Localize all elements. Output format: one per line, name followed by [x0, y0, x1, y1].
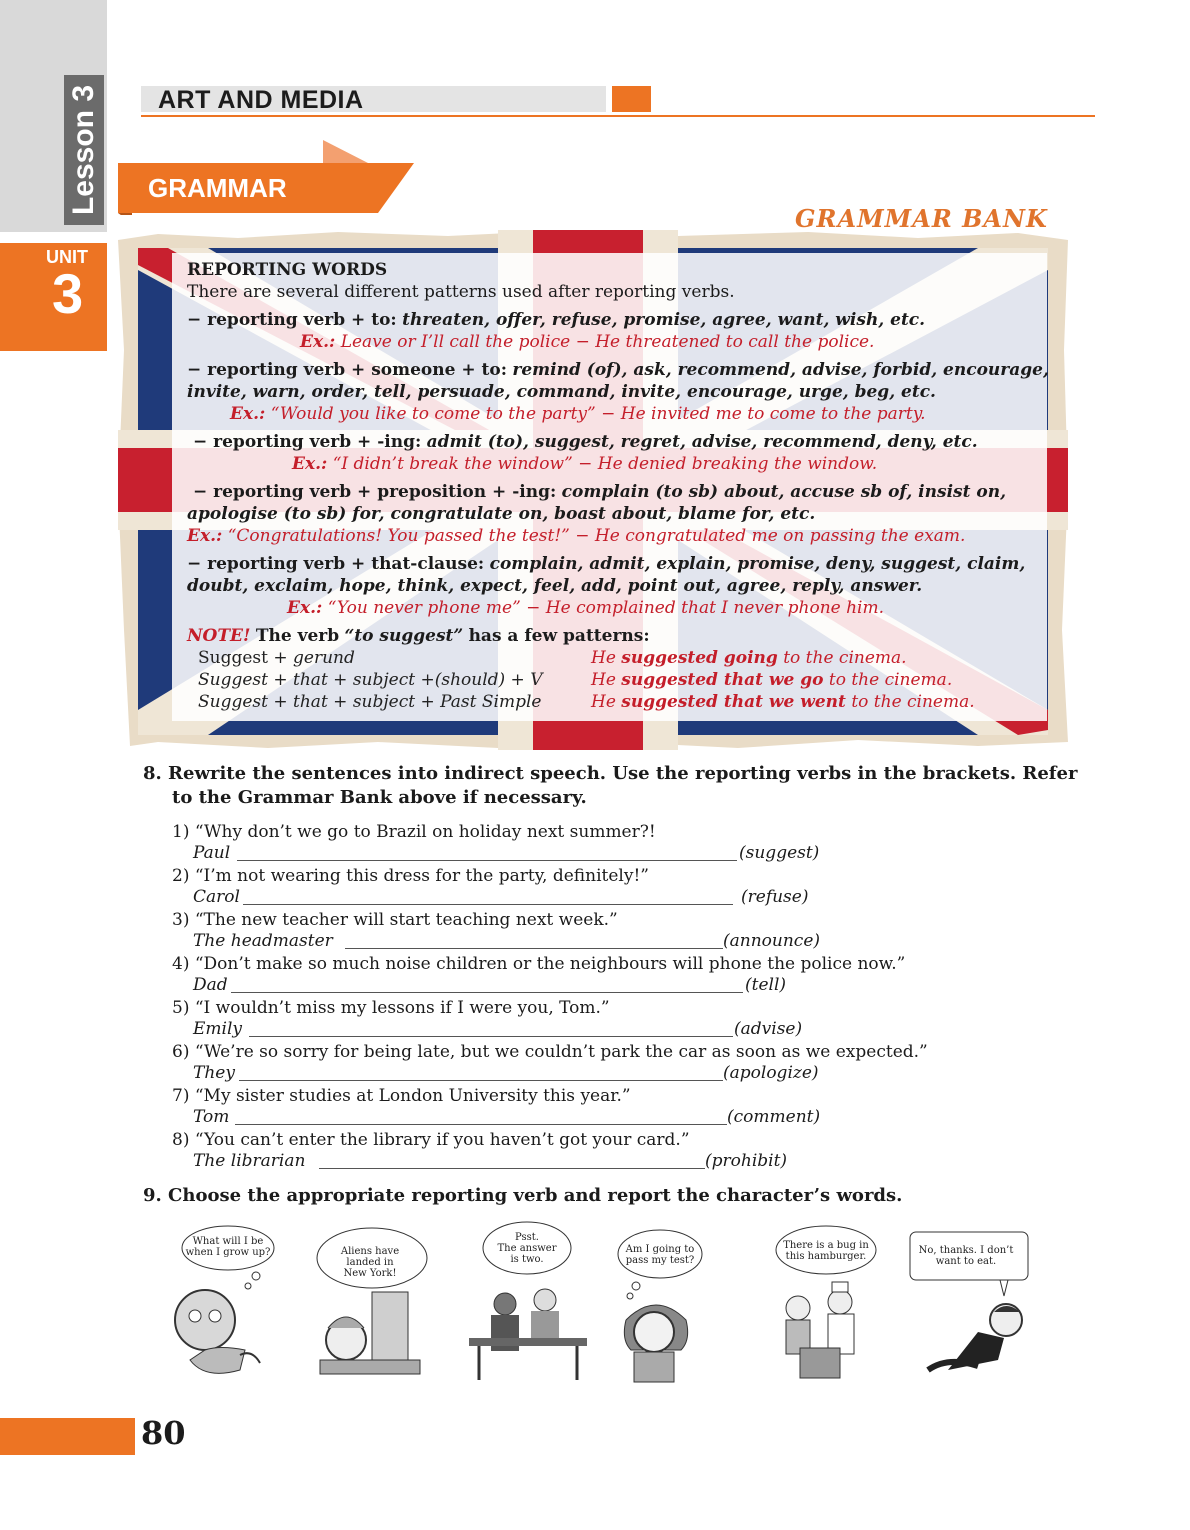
example-to: Ex.: Leave or I’ll call the police − He threatened to call the police.: [300, 332, 875, 352]
unit-word: UNIT: [46, 247, 88, 267]
cartoon-thinking-child-picture: [160, 1220, 285, 1390]
bubble-2-line-3: New York!: [343, 1268, 397, 1279]
exercise-8-answer-3[interactable]: The headmaster (announce): [193, 931, 821, 951]
bubble-1-line-1: What will I be: [192, 1236, 264, 1247]
exercise-8-answer-7[interactable]: Tom (comment): [193, 1107, 821, 1127]
bubble-1-line-2: when I grow up?: [185, 1247, 271, 1258]
cartoon-aliens-boy-picture: [312, 1220, 442, 1390]
grammar-heading: REPORTING WORDS: [187, 260, 388, 280]
grammar-intro: There are several different patterns used after reporting verbs.: [187, 282, 735, 302]
suggest-example-1: He suggested going to the cinema.: [591, 648, 907, 668]
exercise-8-answer-1[interactable]: Paul (suggest): [193, 843, 820, 863]
pattern-to: − reporting verb + to: threaten, offer, refuse, promise, agree, want, wish, etc.: [187, 310, 926, 330]
suggest-pattern-3: Suggest + that + subject + Past Simple: [198, 692, 542, 712]
unit-tab: [0, 243, 107, 351]
bubble-2-line-1: Aliens have: [340, 1246, 400, 1257]
example-someone-to: Ex.: “Would you like to come to the party” − He invited me to come to the party.: [230, 404, 926, 424]
header-accent-square: [612, 86, 651, 112]
exercise-8-answer-2[interactable]: Carol (refuse): [193, 887, 809, 907]
suggest-example-3: He suggested that we went to the cinema.: [591, 692, 975, 712]
page-title: ART AND MEDIA: [158, 86, 364, 114]
grammar-bank-title: GRAMMAR BANK: [795, 204, 1048, 233]
pattern-preposition-ing: − reporting verb + preposition + -ing: complain (to sb) about, accuse sb of, insist on,: [193, 482, 1006, 502]
exercise-9-title: 9. Choose the appropriate reporting verb and report the character’s words.: [143, 1185, 903, 1206]
exercise-8-quote-1: 1) “Why don’t we go to Brazil on holiday next summer?!: [172, 822, 656, 842]
exercise-8-quote-4: 4) “Don’t make so much noise children or the neighbours will phone the police now.”: [172, 954, 906, 974]
note-line: NOTE! The verb “to suggest” has a few patterns:: [187, 626, 650, 646]
bubble-4-line-1: Am I going to: [625, 1244, 695, 1255]
exercise-8-answer-8[interactable]: The librarian (prohibit): [193, 1151, 788, 1171]
page-number-bar: [0, 1418, 135, 1455]
cartoon-refusing-man-picture: [908, 1220, 1033, 1390]
exercise-8-answer-5[interactable]: Emily (advise): [193, 1019, 803, 1039]
exercise-8-title: 8. Rewrite the sentences into indirect speech. Use the reporting verbs in the brackets. Refer: [143, 763, 1078, 784]
cartoon-worried-girl-picture: [608, 1220, 703, 1390]
pattern-someone-to-cont: invite, warn, order, tell, persuade, command, invite, encourage, urge, beg, etc.: [187, 382, 936, 402]
pattern-preposition-ing-cont: apologise (to sb) for, congratulate on, boast about, blame for, etc.: [187, 504, 816, 524]
bubble-3-line-3: is two.: [510, 1254, 544, 1265]
example-that-clause: Ex.: “You never phone me” − He complained that I never phone him.: [287, 598, 885, 618]
suggest-pattern-2: Suggest + that + subject +(should) + V: [198, 670, 543, 690]
page-number: 80: [141, 1414, 186, 1452]
bubble-3-line-1: Psst.: [515, 1232, 539, 1243]
header-rule: [141, 115, 1095, 117]
exercise-8-answer-6[interactable]: They (apologize): [193, 1063, 819, 1083]
example-ing: Ex.: “I didn’t break the window” − He denied breaking the window.: [292, 454, 878, 474]
bubble-3-line-2: The answer: [497, 1243, 557, 1254]
lesson-label: Lesson 3: [64, 75, 104, 225]
bubble-5-line-2: this hamburger.: [785, 1251, 867, 1262]
bubble-6-line-1: No, thanks. I don’t: [918, 1245, 1014, 1256]
bubble-5-line-1: There is a bug in: [783, 1240, 869, 1251]
bubble-2-line-2: landed in: [346, 1257, 394, 1268]
exercise-8-answer-4[interactable]: Dad (tell): [193, 975, 787, 995]
pattern-someone-to: − reporting verb + someone + to: remind (of), ask, recommend, advise, forbid, encourage,: [187, 360, 1049, 380]
exercise-8-quote-2: 2) “I’m not wearing this dress for the party, definitely!”: [172, 866, 649, 886]
pattern-ing: − reporting verb + -ing: admit (to), suggest, regret, advise, recommend, deny, etc.: [193, 432, 978, 452]
cartoon-restaurant-picture: [770, 1220, 885, 1390]
example-preposition-ing: Ex.: “Congratulations! You passed the test!” − He congratulated me on passing the exam.: [187, 526, 966, 546]
exercise-8-title-cont: to the Grammar Bank above if necessary.: [172, 787, 587, 808]
bubble-6-line-2: want to eat.: [935, 1256, 997, 1267]
cartoon-students-desk-picture: [465, 1220, 590, 1390]
pattern-that-clause: − reporting verb + that-clause: complain, admit, explain, promise, deny, suggest, claim,: [187, 554, 1026, 574]
unit-number: 3: [52, 262, 84, 325]
exercise-8-quote-3: 3) “The new teacher will start teaching next week.”: [172, 910, 618, 930]
grammar-banner-label: GRAMMAR: [148, 173, 287, 203]
exercise-8-quote-8: 8) “You can’t enter the library if you haven’t got your card.”: [172, 1130, 690, 1150]
exercise-8-quote-6: 6) “We’re so sorry for being late, but we couldn’t park the car as soon as we expected.”: [172, 1042, 928, 1062]
exercise-8-quote-5: 5) “I wouldn’t miss my lessons if I were you, Tom.”: [172, 998, 610, 1018]
suggest-pattern-1: Suggest + gerund: [198, 648, 355, 668]
bubble-4-line-2: pass my test?: [625, 1255, 695, 1266]
pattern-that-clause-cont: doubt, exclaim, hope, think, expect, feel, add, point out, agree, reply, answer.: [187, 576, 923, 596]
suggest-example-2: He suggested that we go to the cinema.: [591, 670, 953, 690]
exercise-8-quote-7: 7) “My sister studies at London University this year.”: [172, 1086, 631, 1106]
